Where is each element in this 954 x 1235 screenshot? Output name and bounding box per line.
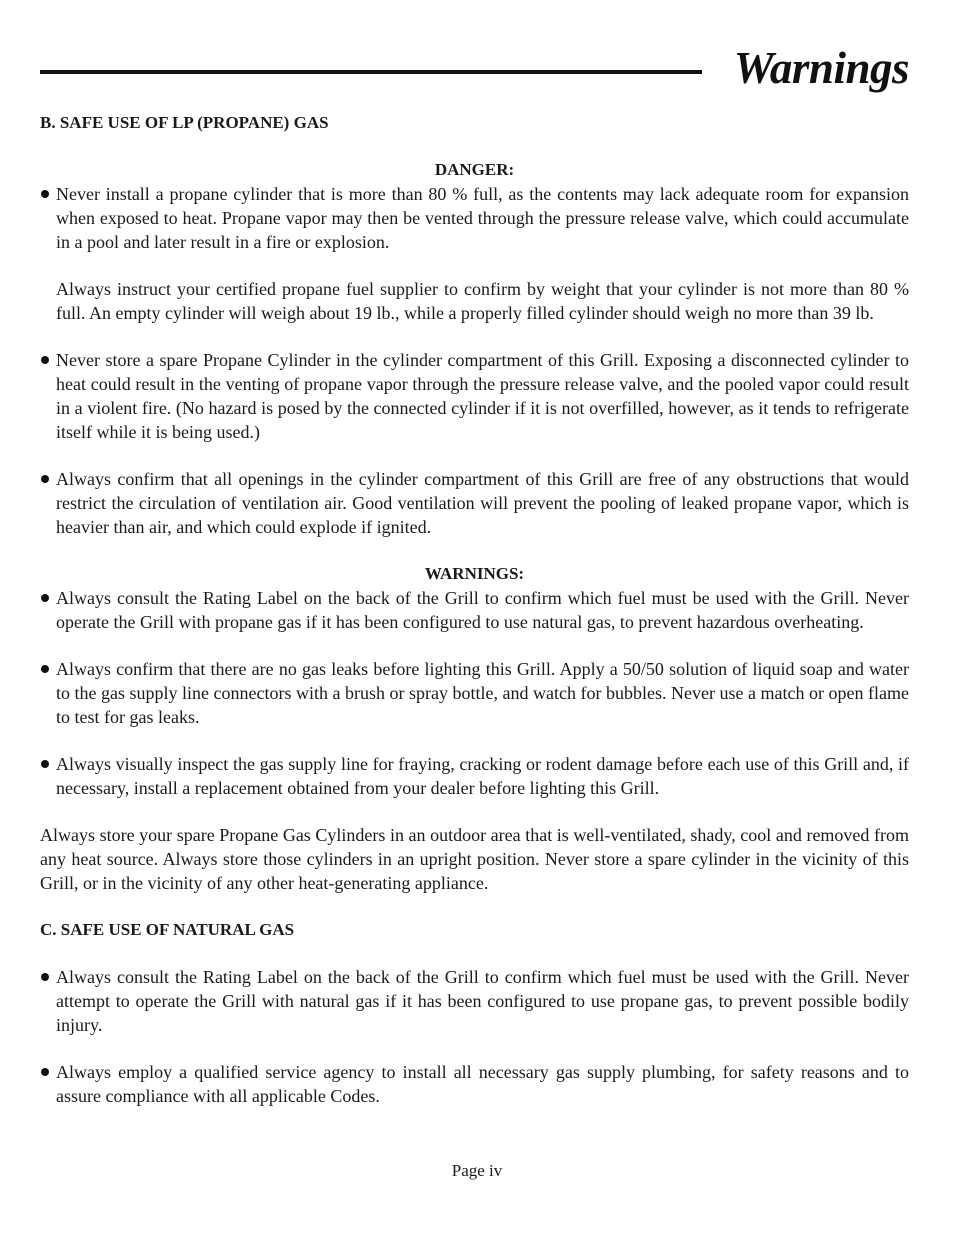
page-number: Page iv (451, 1161, 503, 1180)
section-c-heading: C. SAFE USE OF NATURAL GAS (40, 920, 295, 939)
storage-note: Always store your spare Propane Gas Cylinders in an outdoor area that is well-ventilated, shady, cool and removed from any heat source. Always store those cylinders in an upright position. Never store a spare cylinder in the vicinity of this Grill, or in the vicinity of any other heat-generating appliance. (40, 825, 909, 893)
warnings-bullet-3: Always visually inspect the gas supply line for fraying, cracking or rodent damage before each use of this Grill and, if necessary, install a replacement obtained from your dealer before lighting this Grill. (40, 752, 909, 800)
warnings-bullet-1: Always consult the Rating Label on the back of the Grill to confirm which fuel must be used with the Grill. Never operate the Grill with propane gas if it has been configured to use natural gas, to prevent hazardous overheating. (40, 586, 909, 634)
danger-bullet-3: Always confirm that all openings in the cylinder compartment of this Grill are free of any obstructions that would restrict the circulation of ventilation air. Good ventilation will prevent the pooling of leaked propane vapor, which is heavier than air, and which could explode if ignited. (40, 467, 909, 539)
warnings-bullet-2: Always confirm that there are no gas leaks before lighting this Grill. Apply a 50/50 solution of liquid soap and water to the gas supply line connectors with a brush or spray bottle, and watch for bubbles. Never use a match or open flame to test for gas leaks. (40, 657, 909, 729)
page-title: Warnings (733, 43, 909, 93)
danger-bullet-2: Never store a spare Propane Cylinder in the cylinder compartment of this Grill. Exposing a disconnected cylinder to heat could result in the venting of propane vapor through the pressure release valve, and the pooled vapor could result in a violent fire. (No hazard is posed by the connected cylinder if it is not overfilled, however, as it tends to refrigerate itself while it is being used.) (40, 348, 909, 444)
natural-gas-bullet-2: Always employ a qualified service agency to install all necessary gas supply plumbing, for safety reasons and to assure compliance with all applicable Codes. (40, 1060, 909, 1108)
danger-heading: DANGER: (434, 160, 515, 179)
danger-bullet-1: Never install a propane cylinder that is more than 80 % full, as the contents may lack adequate room for expansion when exposed to heat. Propane vapor may then be vented through the pressure release valve, which could accumulate in a pool and later result in a fire or explosion. (40, 182, 909, 254)
danger-note-1: Always instruct your certified propane fuel supplier to confirm by weight that your cylinder is not more than 80 % full. An empty cylinder will weigh about 19 lb., while a properly filled cylinder should weigh no more than 39 lb. (56, 279, 909, 323)
natural-gas-bullet-1: Always consult the Rating Label on the back of the Grill to confirm which fuel must be used with the Grill. Never attempt to operate the Grill with natural gas if it has been configured to use propane gas, to prevent possible bodily injury. (40, 965, 909, 1037)
header-rule (40, 70, 702, 74)
warnings-heading: WARNINGS: (424, 564, 525, 583)
document-body (40, 111, 909, 1108)
section-b-heading: B. SAFE USE OF LP (PROPANE) GAS (40, 113, 329, 132)
